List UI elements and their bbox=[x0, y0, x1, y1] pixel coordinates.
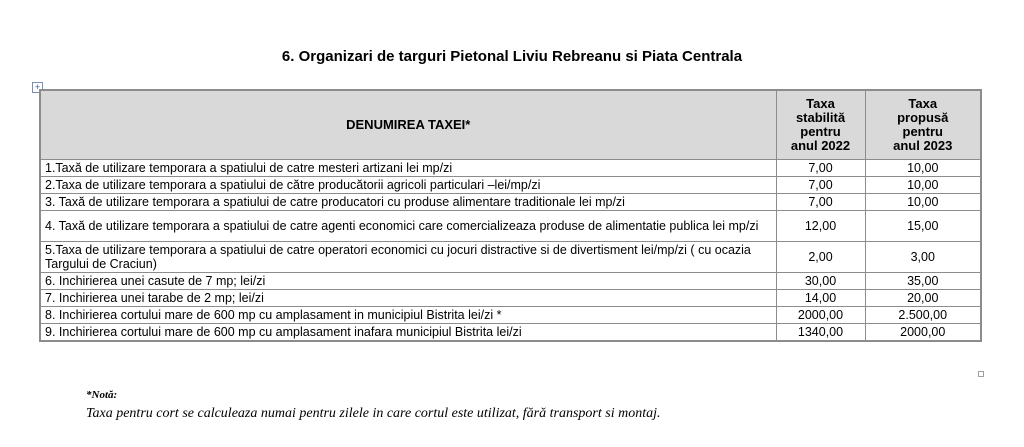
table-resize-handle[interactable] bbox=[978, 371, 984, 377]
rate-2022-cell: 7,00 bbox=[776, 177, 865, 194]
tax-table bbox=[39, 89, 982, 342]
note-heading: *Notă: bbox=[86, 389, 118, 401]
rate-2023-cell: 15,00 bbox=[865, 211, 981, 242]
header-rate-2023 bbox=[865, 90, 981, 160]
header-2023-line: anul 2023 bbox=[893, 138, 953, 153]
note-text: Taxa pentru cort se calculeaza numai pentru zilele in care cortul este utilizat, fără transport si montaj. bbox=[86, 406, 661, 421]
rate-2023-cell: 20,00 bbox=[865, 290, 981, 307]
tax-name-cell: 5.Taxa de utilizare temporara a spatiului de catre operatori economici cu jocuri distractive si de divertisment lei/mp/zi ( cu ocazia Targului de Craciun) bbox=[40, 242, 776, 273]
table-row bbox=[40, 177, 981, 194]
rate-2023-cell: 2.500,00 bbox=[865, 307, 981, 324]
header-2023-line: Taxa bbox=[908, 96, 938, 111]
table-row bbox=[40, 307, 981, 324]
rate-2023-cell: 10,00 bbox=[865, 177, 981, 194]
rate-2022-cell: 7,00 bbox=[776, 160, 865, 177]
rate-2022-cell: 2,00 bbox=[776, 242, 865, 273]
rate-2022-cell: 30,00 bbox=[776, 273, 865, 290]
table-row bbox=[40, 211, 981, 242]
tax-name-cell: 1.Taxă de utilizare temporara a spatiului de catre mesteri artizani lei mp/zi bbox=[40, 160, 776, 177]
rate-2023-cell: 10,00 bbox=[865, 160, 981, 177]
rate-2022-cell: 14,00 bbox=[776, 290, 865, 307]
header-tax-name: DENUMIREA TAXEI* bbox=[40, 90, 776, 160]
header-rate-2022 bbox=[776, 90, 865, 160]
tax-name-cell: 3. Taxă de utilizare temporara a spatiului de catre producatori cu produse alimentare traditionale lei mp/zi bbox=[40, 194, 776, 211]
table-row bbox=[40, 242, 981, 273]
header-2023-line: pentru bbox=[902, 124, 943, 139]
rate-2022-cell: 12,00 bbox=[776, 211, 865, 242]
rate-2022-cell: 2000,00 bbox=[776, 307, 865, 324]
rate-2022-cell: 7,00 bbox=[776, 194, 865, 211]
tax-name-cell: 4. Taxă de utilizare temporara a spatiului de catre agenti economici care comercializeaza produse de alimentatie publica lei mp/zi bbox=[40, 211, 776, 242]
table-row bbox=[40, 160, 981, 177]
header-2023-line: propusă bbox=[897, 110, 949, 125]
rate-2023-cell: 2000,00 bbox=[865, 324, 981, 342]
table-row bbox=[40, 273, 981, 290]
table-row bbox=[40, 290, 981, 307]
page-title: 6. Organizari de targuri Pietonal Liviu Rebreanu si Piata Centrala bbox=[281, 48, 743, 65]
header-2022-line: Taxa bbox=[806, 96, 835, 111]
header-2022-line: anul 2022 bbox=[790, 138, 851, 153]
tax-name-cell: 8. Inchirierea cortului mare de 600 mp cu amplasament in municipiul Bistrita lei/zi * bbox=[40, 307, 776, 324]
rate-2023-cell: 10,00 bbox=[865, 194, 981, 211]
header-2022-line: pentru bbox=[800, 124, 841, 139]
tax-name-cell: 6. Inchirierea unei casute de 7 mp; lei/zi bbox=[40, 273, 776, 290]
rate-2023-cell: 35,00 bbox=[865, 273, 981, 290]
tax-name-cell: 7. Inchirierea unei tarabe de 2 mp; lei/zi bbox=[40, 290, 776, 307]
table-row bbox=[40, 194, 981, 211]
table-row bbox=[40, 324, 981, 342]
tax-name-cell: 9. Inchirierea cortului mare de 600 mp cu amplasament inafara municipiul Bistrita lei/zi bbox=[40, 324, 776, 342]
tax-name-cell: 2.Taxa de utilizare temporara a spatiului de către producătorii agricoli particulari –lei/mp/zi bbox=[40, 177, 776, 194]
rate-2023-cell: 3,00 bbox=[865, 242, 981, 273]
rate-2022-cell: 1340,00 bbox=[776, 324, 865, 342]
header-2022-line: stabilită bbox=[795, 110, 846, 125]
table-anchor-icon[interactable]: + bbox=[32, 82, 43, 93]
